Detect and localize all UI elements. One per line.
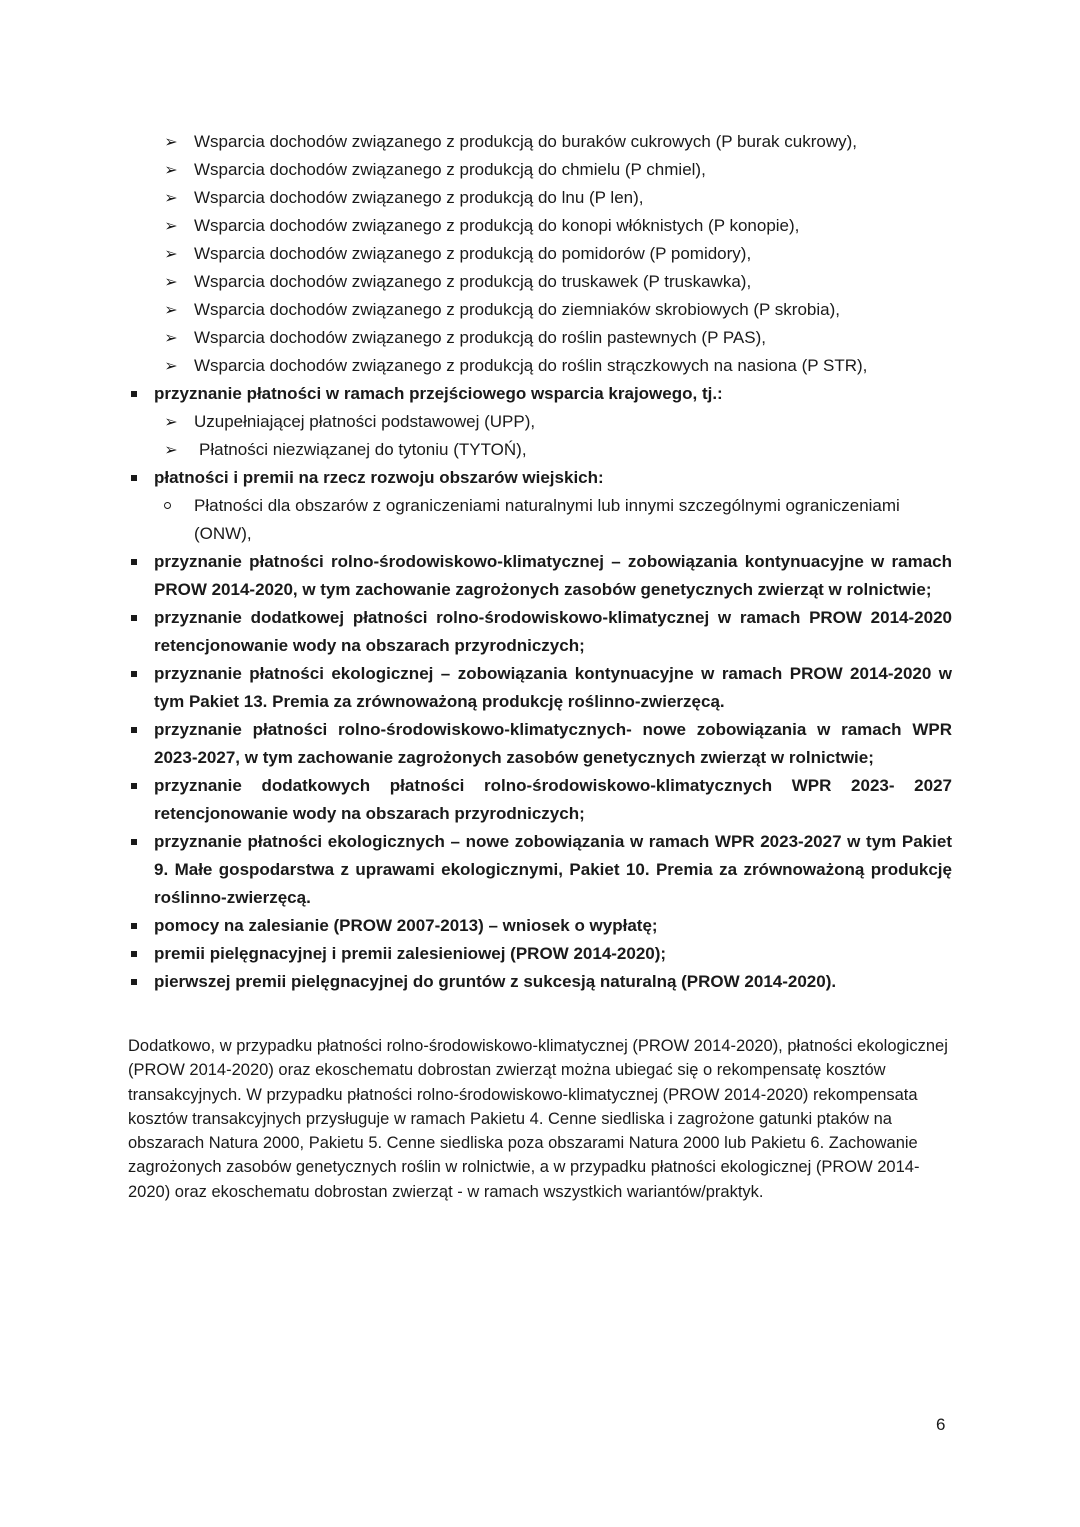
list-item-text: Wsparcia dochodów związanego z produkcją do pomidorów (P pomidory), bbox=[194, 244, 752, 263]
list-item-text: płatności i premii na rzecz rozwoju obszarów wiejskich: bbox=[154, 468, 604, 487]
list-item-rural-development bbox=[128, 464, 952, 492]
circle-bullet-icon bbox=[164, 502, 171, 509]
list-item bbox=[128, 940, 952, 968]
list-item-text: Wsparcia dochodów związanego z produkcją do truskawek (P truskawka), bbox=[194, 272, 752, 291]
list-item bbox=[128, 912, 952, 940]
list-item-text: Wsparcia dochodów związanego z produkcją do lnu (P len), bbox=[194, 188, 644, 207]
square-bullet-icon bbox=[131, 923, 137, 929]
list-item bbox=[128, 156, 952, 184]
sub-list-transitional bbox=[128, 408, 952, 464]
square-bullet-icon bbox=[131, 979, 137, 985]
square-bullet-icon bbox=[131, 475, 137, 481]
list-item-text: przyznanie dodatkowych płatności rolno-środowiskowo-klimatycznych WPR 2023- 2027 retencjonowanie wody na obszarach przyrodniczych; bbox=[154, 776, 952, 823]
list-item-text: pomocy na zalesianie (PROW 2007-2013) – wniosek o wypłatę; bbox=[154, 916, 658, 935]
arrow-bullet-icon: ➢ bbox=[164, 272, 178, 291]
list-item bbox=[128, 212, 952, 240]
list-item bbox=[128, 184, 952, 212]
list-item-text: przyznanie płatności ekologicznych – nowe zobowiązania w ramach WPR 2023-2027 w tym Pakiet 9. Małe gospodarstwa z uprawami ekologicznymi, Pakiet 10. Premia za zrównoważoną produkcję roślinno-zwierzęcą. bbox=[154, 832, 952, 907]
list-item-text: przyznanie płatności rolno-środowiskowo-klimatycznych- nowe zobowiązania w ramach WPR 2023-2027, w tym zachowanie zagrożonych zasobów genetycznych zwierząt w rolnictwie; bbox=[154, 720, 952, 767]
arrow-bullet-icon: ➢ bbox=[164, 188, 178, 207]
arrow-bullet-icon: ➢ bbox=[164, 216, 178, 235]
list-item bbox=[128, 268, 952, 296]
list-item bbox=[128, 296, 952, 324]
list-item bbox=[128, 968, 952, 996]
square-bullet-icon bbox=[131, 839, 137, 845]
list-item bbox=[128, 660, 952, 716]
square-bullet-icon bbox=[131, 951, 137, 957]
list-item bbox=[128, 604, 952, 660]
list-item-text: Wsparcia dochodów związanego z produkcją do konopi włóknistych (P konopie), bbox=[194, 216, 800, 235]
page-number: 6 bbox=[936, 1415, 946, 1434]
square-bullet-icon bbox=[131, 615, 137, 621]
list-item-text: pierwszej premii pielęgnacyjnej do gruntów z sukcesją naturalną (PROW 2014-2020). bbox=[154, 972, 837, 991]
list-item bbox=[128, 548, 952, 604]
list-item-text: Uzupełniającej płatności podstawowej (UPP), bbox=[194, 412, 536, 431]
list-item bbox=[128, 436, 952, 464]
list-item-text: przyznanie płatności w ramach przejściowego wsparcia krajowego, tj.: bbox=[154, 384, 723, 403]
list-item-text: Wsparcia dochodów związanego z produkcją do roślin strączkowych na nasiona (P STR), bbox=[194, 356, 868, 375]
list-item bbox=[128, 128, 952, 156]
list-item-text: premii pielęgnacyjnej i premii zalesieniowej (PROW 2014-2020); bbox=[154, 944, 667, 963]
list-item bbox=[128, 324, 952, 352]
additional-info-paragraph: Dodatkowo, w przypadku płatności rolno-środowiskowo-klimatycznej (PROW 2014-2020), płatności ekologicznej (PROW 2014-2020) oraz ekoschematu dobrostan zwierząt można ubiegać się o rekompensatę kosztów transakcyjnych. W przypadku płatności rolno-środowiskowo-klimatycznej (PROW 2014-2020) rekompensata kosztów transakcyjnych przysługuje w ramach Pakietu 4. Cenne siedliska i zagrożone gatunki ptaków na obszarach Natura 2000, Pakietu 5. Cenne siedliska poza obszarami Natura 2000 lub Pakietu 6. Zachowanie zagrożonych zasobów genetycznych roślin w rolnictwie, a w przypadku płatności ekologicznej (PROW 2014-2020) oraz ekoschematu dobrostan zwierząt - w ramach wszystkich wariantów/praktyk. bbox=[128, 1037, 948, 1201]
list-item-text: Wsparcia dochodów związanego z produkcją do ziemniaków skrobiowych (P skrobia), bbox=[194, 300, 840, 319]
arrow-bullet-icon: ➢ bbox=[164, 328, 178, 347]
arrow-bullet-icon: ➢ bbox=[164, 160, 178, 179]
list-item-text: Wsparcia dochodów związanego z produkcją do roślin pastewnych (P PAS), bbox=[194, 328, 766, 347]
list-item-text: Płatności niezwiązanej do tytoniu (TYTOŃ), bbox=[199, 440, 527, 459]
arrow-bullet-icon: ➢ bbox=[164, 440, 178, 459]
list-item bbox=[128, 352, 952, 380]
list-item-text: Płatności dla obszarów z ograniczeniami naturalnymi lub innymi szczególnymi ograniczeniami (ONW), bbox=[194, 496, 900, 543]
arrow-bullet-icon: ➢ bbox=[164, 412, 178, 431]
list-item bbox=[128, 772, 952, 828]
arrow-bullet-icon: ➢ bbox=[164, 244, 178, 263]
list-item bbox=[128, 716, 952, 772]
square-bullet-icon bbox=[131, 559, 137, 565]
list-item-text: przyznanie płatności ekologicznej – zobowiązania kontynuacyjne w ramach PROW 2014-2020 w tym Pakiet 13. Premia za zrównoważoną produkcję roślinno-zwierzęcą. bbox=[154, 664, 952, 711]
list-item-transitional-support bbox=[128, 380, 952, 408]
list-item bbox=[128, 240, 952, 268]
list-item bbox=[128, 408, 952, 436]
arrow-bullet-icon: ➢ bbox=[164, 300, 178, 319]
list-item-text: przyznanie dodatkowej płatności rolno-środowiskowo-klimatycznej w ramach PROW 2014-2020 retencjonowanie wody na obszarach przyrodniczych; bbox=[154, 608, 952, 655]
square-bullet-icon bbox=[131, 783, 137, 789]
square-bullet-icon bbox=[131, 671, 137, 677]
list-item-onw bbox=[128, 492, 952, 548]
page-content bbox=[128, 128, 952, 1221]
square-bullet-icon bbox=[131, 391, 137, 397]
arrow-bullet-icon: ➢ bbox=[164, 356, 178, 375]
arrow-bullet-icon: ➢ bbox=[164, 132, 178, 151]
list-item-text: Wsparcia dochodów związanego z produkcją do chmielu (P chmiel), bbox=[194, 160, 706, 179]
square-bullet-icon bbox=[131, 727, 137, 733]
sub-list-income-support bbox=[128, 128, 952, 380]
list-item-text: przyznanie płatności rolno-środowiskowo-klimatycznej – zobowiązania kontynuacyjne w ramach PROW 2014-2020, w tym zachowanie zagrożonych zasobów genetycznych zwierząt w rolnictwie; bbox=[154, 552, 952, 599]
list-item bbox=[128, 828, 952, 912]
list-item-text: Wsparcia dochodów związanego z produkcją do buraków cukrowych (P burak cukrowy), bbox=[194, 132, 857, 151]
